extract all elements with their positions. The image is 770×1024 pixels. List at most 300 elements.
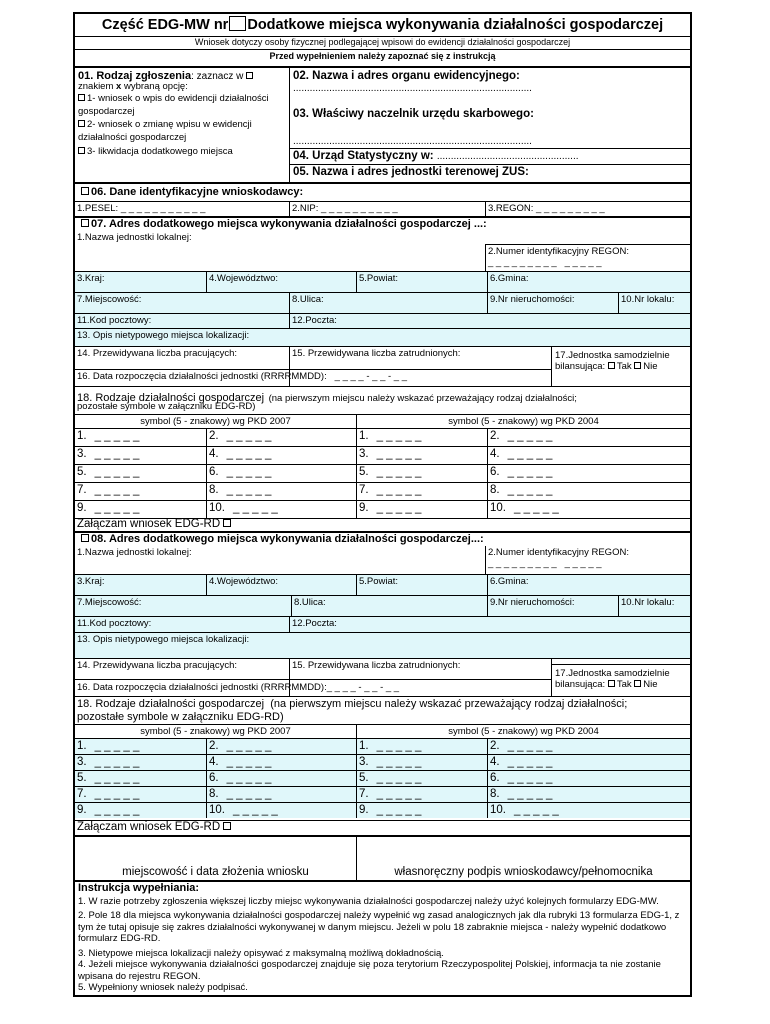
s07-miejsc-field[interactable] (75, 293, 289, 313)
s07-pkd-header (75, 414, 690, 428)
pkd-number: 10. (209, 502, 225, 514)
s07-woj-label: 4.Województwo: (209, 273, 278, 284)
s04-row (293, 150, 579, 162)
s07-ulica-label: 8.Ulica: (292, 294, 324, 305)
s01-hint2: znakiem (78, 81, 114, 92)
s08-opis-field[interactable] (75, 633, 690, 658)
s08-zatr-field[interactable] (290, 659, 551, 681)
s02-input[interactable]: ...................................................................................... (293, 83, 532, 94)
pkd-blanks: _ _ _ _ _ (226, 484, 272, 496)
pkd-blanks: _ _ _ _ _ (376, 788, 422, 800)
s07-date-field[interactable] (77, 371, 407, 382)
pkd-number: 9. (77, 502, 87, 514)
s07-rodz-note: (na pierwszym miejscu należy wskazać przeważający rodzaj działalności; (268, 393, 577, 404)
s08-rodz-note: (na pierwszym miejscu należy wskazać przeważający rodzaj działalności; (270, 698, 628, 710)
pkd-blanks: _ _ _ _ _ (507, 484, 553, 496)
pkd-number: 3. (77, 448, 87, 460)
s07-regon-field[interactable] (485, 231, 690, 271)
s07-opis-row (75, 328, 690, 346)
s07-date-label: 16. Data rozpoczęcia działalności jednostki (RRRRMMDD): (77, 371, 327, 382)
pkd-number: 5. (77, 772, 87, 784)
s02-title: 02. Nazwa i adres organu ewidencyjnego: (293, 70, 520, 82)
instructions-title: Instrukcja wypełniania: (78, 882, 200, 894)
s08-pkd-cell[interactable] (206, 739, 356, 754)
s08-pkd-row (75, 786, 690, 802)
s07-zatr-field[interactable] (290, 347, 551, 371)
s08-zalacz-row (75, 820, 690, 835)
s03-input[interactable]: ...................................................................................... (293, 136, 532, 147)
s01-title: 01. Rodzaj zgłoszenia (78, 70, 192, 82)
s08-workers-row (75, 658, 690, 696)
s08-miejsc-field[interactable] (75, 596, 291, 616)
s07-pkd-cell[interactable] (206, 501, 356, 518)
s08-kod-label: 11.Kod pocztowy: (77, 618, 152, 629)
title-main: Dodatkowe miejsca wykonywania działalności gospodarczej (247, 16, 664, 33)
pkd-blanks: _ _ _ _ _ (514, 804, 559, 816)
s06-checkbox[interactable] (81, 187, 89, 195)
s08-date-divider (75, 679, 551, 680)
pkd-blanks: _ _ _ _ _ (376, 756, 422, 768)
s07-nrlok-label: 10.Nr lokalu: (621, 294, 675, 305)
form-number-box[interactable] (229, 16, 246, 31)
s07-regon-blanks: _ _ _ _ _ _ _ _ _ _ _ _ _ _ (488, 257, 602, 268)
s08-poczta-field[interactable] (289, 617, 690, 632)
pkd-number: 6. (209, 772, 219, 784)
s07-pkd-cell[interactable] (75, 429, 206, 446)
s08-opis-label: 13. Opis nietypowego miejsca lokalizacji: (77, 634, 250, 645)
instruction-item: 3. Nietypowe miejsca lokalizacji należy opisywać z maksymalną możliwą dokładnością. (78, 947, 444, 959)
pkd-number: 6. (490, 772, 500, 784)
s07-pkd-cell[interactable] (356, 447, 487, 464)
s07-checkbox[interactable] (81, 219, 89, 227)
s08-pkd-row (75, 738, 690, 754)
s08-pkd-cell[interactable] (487, 755, 690, 770)
pkd-number: 2. (490, 430, 500, 442)
s04-input[interactable]: ................................................... (436, 151, 579, 162)
s03-title: 03. Właściwy naczelnik urzędu skarbowego: (293, 108, 534, 120)
s08-zalacz-checkbox[interactable] (223, 822, 231, 830)
s07-tak-checkbox[interactable] (608, 362, 615, 369)
s07-name-row (75, 231, 690, 271)
s07-ulica-field[interactable] (289, 293, 487, 313)
pkd-blanks: _ _ _ _ _ (94, 502, 140, 514)
s08-addr-row2 (75, 595, 690, 616)
pkd-blanks: _ _ _ _ _ (94, 430, 140, 442)
section-01 (75, 68, 289, 182)
s07-zalacz-checkbox[interactable] (223, 519, 231, 527)
pkd-number: 8. (490, 788, 500, 800)
pkd-number: 8. (209, 788, 219, 800)
pkd-blanks: _ _ _ _ _ (507, 740, 553, 752)
s06-title: 06. Dane identyfikacyjne wnioskodawcy: (91, 186, 304, 198)
s01-hint-x: x (116, 81, 122, 92)
s07-name-label: 1.Nazwa jednostki lokalnej: (77, 232, 192, 243)
s08-date-blanks: _ _ _ _ - _ _ - _ _ (326, 682, 400, 693)
s08-checkbox[interactable] (81, 534, 89, 542)
s07-prac-field[interactable] (75, 347, 289, 371)
s08-pkd-cell[interactable] (356, 739, 487, 754)
place-date-field[interactable] (75, 837, 356, 880)
s08-woj-field[interactable] (206, 575, 356, 595)
s08-rodz-title: 18. Rodzaje działalności gospodarczej (77, 698, 265, 710)
s07-opis-field[interactable] (75, 329, 690, 346)
s07-jedn-label2: bilansująca: (555, 361, 606, 372)
s07-pkd-row (75, 446, 690, 464)
nip-field[interactable] (289, 202, 485, 216)
s07-pkd-cell[interactable] (75, 465, 206, 482)
s07-pkd-row (75, 482, 690, 500)
s08-date-field[interactable] (77, 682, 399, 693)
s08-kod-field[interactable] (75, 617, 289, 632)
pkd-number: 8. (490, 484, 500, 496)
s08-woj-label: 4.Województwo: (209, 576, 278, 587)
pkd-number: 4. (209, 756, 219, 768)
s07-woj-field[interactable] (206, 272, 356, 292)
opt3-label: 3- likwidacja dodatkowego miejsca (87, 146, 233, 157)
pkd-blanks: _ _ _ _ _ (226, 772, 272, 784)
s08-pkd-cell[interactable] (356, 771, 487, 786)
s08-jedn-field (551, 659, 690, 696)
pkd-number: 3. (359, 448, 369, 460)
s08-rodz-line1 (77, 698, 627, 710)
pkd-blanks: _ _ _ _ _ (233, 804, 278, 816)
s07-pkd-cell[interactable] (75, 447, 206, 464)
opt1-checkbox[interactable] (78, 94, 85, 101)
instruction-item: 4. Jeżeli miejsce wykonywania działalności gospodarczej znajduje się poza terytorium Rzeczypospolitej Polskiej, informacja ta nie zostanie wpisana do rejestru REGON. (78, 959, 661, 982)
opt2-label: 2- wniosek o zmianę wpisu w ewidencji (87, 119, 252, 130)
pkd-number: 3. (77, 756, 87, 768)
s01-hint: : zaznacz w (191, 71, 244, 82)
s07-nrnier-field[interactable] (487, 293, 618, 313)
pkd-number: 2. (209, 740, 219, 752)
s08-pkd-cell[interactable] (356, 803, 487, 818)
pkd-number: 2. (490, 740, 500, 752)
pkd-blanks: _ _ _ _ _ (226, 430, 272, 442)
pkd-number: 5. (359, 772, 369, 784)
pkd-blanks: _ _ _ _ _ (376, 448, 422, 460)
s07-powiat-label: 5.Powiat: (359, 273, 399, 284)
s08-pkd-cell[interactable] (487, 803, 690, 818)
pkd-blanks: _ _ _ _ _ (94, 484, 140, 496)
s07-regon-label: 2.Numer identyfikacyjny REGON: (488, 246, 629, 257)
title-prefix: Część EDG-MW nr (101, 16, 229, 33)
s08-name-row (75, 546, 690, 574)
pkd-number: 4. (490, 756, 500, 768)
s07-addr-row1 (75, 271, 690, 292)
s07-opis-label: 13. Opis nietypowego miejsca lokalizacji: (77, 330, 250, 341)
sections-01-05 (75, 66, 690, 182)
signature-label: własnoręczny podpis wnioskodawcy/pełnomocnika (394, 866, 653, 878)
pkd-blanks: _ _ _ _ _ (507, 448, 553, 460)
pesel-blanks: _ _ _ _ _ _ _ _ _ _ _ (120, 203, 206, 214)
pkd-blanks: _ _ _ _ _ (376, 772, 422, 784)
s07-date-blanks: _ _ _ _ - _ _ - _ _ (334, 371, 408, 382)
s07-jedn-field (551, 347, 690, 386)
opt1-label-cont: gospodarczej (78, 106, 135, 117)
s07-pkd-cell[interactable] (206, 429, 356, 446)
s08-pkd-row (75, 802, 690, 818)
s08-gmina-field[interactable] (487, 575, 690, 595)
s08-nrnier-field[interactable] (487, 596, 618, 616)
s07-pkd-grid (75, 428, 690, 518)
s07-poczta-label: 12.Poczta: (292, 315, 337, 326)
s08-prac-label: 14. Przewidywana liczba pracujących: (77, 660, 237, 671)
pkd-number: 7. (359, 484, 369, 496)
instructions (75, 880, 690, 997)
s08-tak-checkbox[interactable] (608, 680, 615, 687)
s08-poczta-label: 12.Poczta: (292, 618, 337, 629)
instruction-item: 5. Wypełniony wniosek należy podpisać. (78, 982, 248, 993)
s07-pkd-cell[interactable] (206, 447, 356, 464)
place-date-label: miejscowość i data złożenia wniosku (122, 866, 309, 878)
s08-zalacz (77, 821, 233, 833)
s07-pkd-cell[interactable] (75, 483, 206, 500)
s08-addr-row3 (75, 616, 690, 632)
pkd-number: 1. (77, 740, 87, 752)
s07-pkd-cell[interactable] (487, 429, 690, 446)
s08-pkd-cell[interactable] (75, 755, 206, 770)
s05-divider (290, 164, 690, 165)
s07-header (75, 216, 690, 231)
s07-pkd-row (75, 500, 690, 518)
instruction-item: 1. W razie potrzeby zgłoszenia większej liczby miejsc wykonywania działalności gospodarczej należy użyć kolejnych formularzy EDG-MW. (78, 895, 659, 907)
s08-pkd-header (75, 724, 690, 738)
s08-pkd-cell[interactable] (487, 739, 690, 754)
s07-zalacz-row (75, 518, 690, 531)
s01-hint3: wybraną opcję: (123, 81, 188, 92)
pkd-number: 7. (77, 788, 87, 800)
instruction-item: 2. Pole 18 dla miejsca wykonywania działalności gospodarczej należy wypełnić wg zasad analogicznych jak dla rubryki 13 formularza EDG-1, z tym że tutaj opisuje się zakres działalności wykonywanej w danym miejscu. Jeżeli w polu 18 zabraknie miejsca - należy wypełnić dodatkowo formularz EDG-RD. (78, 910, 680, 944)
notice-row (75, 49, 690, 63)
pkd-blanks: _ _ _ _ _ (376, 502, 422, 514)
s07-kod-field[interactable] (75, 314, 289, 328)
s07-gmina-field[interactable] (487, 272, 690, 292)
s08-opis-row (75, 632, 690, 658)
s07-jedn-label: 17.Jednostka samodzielnie (555, 350, 670, 361)
s07-zalacz (77, 518, 233, 530)
pkd-blanks: _ _ _ _ _ (514, 502, 559, 514)
s07-regon-box (485, 244, 690, 271)
pkd-number: 10. (490, 502, 506, 514)
pkd-blanks: _ _ _ _ _ (226, 466, 272, 478)
s08-kraj-label: 3.Kraj: (77, 576, 105, 587)
pkd-blanks: _ _ _ _ _ (376, 740, 422, 752)
s07-pkd-cell[interactable] (356, 483, 487, 500)
s07-rodz-header (75, 386, 690, 414)
s08-header (75, 531, 690, 546)
s08-powiat-field[interactable] (356, 575, 487, 595)
s07-nie-checkbox[interactable] (634, 362, 641, 369)
s07-pkd-cell[interactable] (487, 447, 690, 464)
s07-workers-row (75, 346, 690, 386)
s08-pkd-cell[interactable] (356, 787, 487, 802)
pkd-blanks: _ _ _ _ _ (226, 788, 272, 800)
s07-pkd-cell[interactable] (356, 501, 487, 518)
s07-addr-row2 (75, 292, 690, 313)
s07-title-tail: ...: (473, 218, 487, 230)
opt2-checkbox[interactable] (78, 120, 85, 127)
s08-pkd-cell[interactable] (75, 803, 206, 818)
pkd-number: 7. (359, 788, 369, 800)
pkd-blanks: _ _ _ _ _ (226, 740, 272, 752)
pkd-number: 4. (490, 448, 500, 460)
s08-pkd-cell[interactable] (75, 771, 206, 786)
s08-prac-field[interactable] (75, 659, 289, 681)
nip-blanks: _ _ _ _ _ _ _ _ _ _ (321, 203, 398, 214)
pkd-number: 7. (77, 484, 87, 496)
s08-gmina-label: 6.Gmina: (490, 576, 529, 587)
s08-ulica-field[interactable] (291, 596, 487, 616)
s07-zalacz-label: Załączam wniosek EDG-RD (77, 518, 221, 530)
pesel-field[interactable] (75, 202, 289, 216)
s07-miejsc-label: 7.Miejscowość: (77, 294, 142, 305)
s07-title: 07. Adres dodatkowego miejsca wykonywania działalności gospodarczej (91, 218, 471, 230)
s07-tak-label: Tak (616, 361, 632, 372)
s08-name-field[interactable] (75, 546, 485, 574)
signature-row (75, 835, 690, 880)
s08-pkd-cell[interactable] (206, 771, 356, 786)
s08-pkd2004-label: symbol (5 - znakowy) wg PKD 2004 (356, 725, 690, 738)
s08-pkd-cell[interactable] (206, 755, 356, 770)
s07-zatr-label: 15. Przewidywana liczba zatrudnionych: (292, 348, 461, 359)
pkd-blanks: _ _ _ _ _ (507, 466, 553, 478)
s08-powiat-label: 5.Powiat: (359, 576, 399, 587)
s04-title: 04. Urząd Statystyczny w: (293, 150, 434, 162)
pkd-number: 4. (209, 448, 219, 460)
pkd-number: 10. (490, 804, 506, 816)
pkd-number: 5. (359, 466, 369, 478)
s07-nie-label: Nie (643, 361, 658, 372)
form-notice: Przed wypełnieniem należy zapoznać się z instrukcją (269, 51, 496, 61)
s07-pkd-cell[interactable] (487, 465, 690, 482)
subtitle-row (75, 36, 690, 49)
pkd-number: 9. (359, 804, 369, 816)
s08-nrlok-label: 10.Nr lokalu: (621, 597, 675, 608)
pkd-number: 9. (77, 804, 87, 816)
s08-addr-row1 (75, 574, 690, 595)
form-subtitle: Wniosek dotyczy osoby fizycznej podlegającej wpisowi do ewidencji działalności gospodarczej (194, 37, 571, 47)
s07-pkd2007-label: symbol (5 - znakowy) wg PKD 2007 (140, 416, 291, 427)
s08-pkd-cell[interactable] (206, 803, 356, 818)
s08-ulica-label: 8.Ulica: (294, 597, 326, 608)
s08-title-wrap (81, 533, 484, 545)
s08-zatr-label: 15. Przewidywana liczba zatrudnionych: (292, 660, 461, 671)
s08-pkd2007-label: symbol (5 - znakowy) wg PKD 2007 (140, 726, 291, 737)
regon-field[interactable] (485, 202, 690, 216)
pkd-blanks: _ _ _ _ _ (94, 740, 140, 752)
s08-regon-blanks: _ _ _ _ _ _ _ _ _ _ _ _ _ _ (488, 558, 602, 569)
pkd-number: 9. (359, 502, 369, 514)
opt3-checkbox[interactable] (78, 147, 85, 154)
s08-nrnier-label: 9.Nr nieruchomości: (490, 597, 575, 608)
s07-poczta-field[interactable] (289, 314, 690, 328)
pkd-blanks: _ _ _ _ _ (507, 788, 553, 800)
s08-miejsc-label: 7.Miejscowość: (77, 597, 142, 608)
s08-jedn-label2: bilansująca: (555, 679, 606, 690)
s08-regon-field[interactable] (485, 546, 690, 574)
pkd-blanks: _ _ _ _ _ (94, 756, 140, 768)
pkd-number: 1. (359, 430, 369, 442)
s08-pkd-cell[interactable] (487, 771, 690, 786)
s05-title: 05. Nazwa i adres jednostki terenowej ZUS: (293, 166, 529, 178)
pkd-blanks: _ _ _ _ _ (94, 804, 140, 816)
pkd-blanks: _ _ _ _ _ (226, 448, 272, 460)
s07-rodz-note2: pozostałe symbole w załączniku EDG-RD) (77, 401, 256, 412)
pkd-blanks: _ _ _ _ _ (376, 484, 422, 496)
signature-field[interactable] (356, 837, 690, 880)
s07-pkd-row (75, 428, 690, 446)
pkd-number: 6. (209, 466, 219, 478)
s08-zalacz-label: Załączam wniosek EDG-RD (77, 821, 221, 833)
s07-powiat-field[interactable] (356, 272, 487, 292)
pkd-number: 2. (209, 430, 219, 442)
s08-pkd-cell[interactable] (75, 787, 206, 802)
pkd-number: 8. (209, 484, 219, 496)
pesel-label: 1.PESEL: (77, 203, 119, 214)
s08-title-tail: ...: (470, 533, 484, 545)
s06-fields (75, 201, 690, 216)
s07-kod-label: 11.Kod pocztowy: (77, 315, 152, 326)
pkd-blanks: _ _ _ _ _ (94, 788, 140, 800)
s06-header (75, 182, 690, 201)
s08-pkd-cell[interactable] (206, 787, 356, 802)
s07-rodz-title: 18. Rodzaje działalności gospodarczej (77, 392, 265, 404)
s08-date-label: 16. Data rozpoczęcia działalności jednostki (RRRRMMDD): (77, 682, 327, 693)
s08-jedn-label: 17.Jednostka samodzielnie (555, 668, 670, 679)
s07-pkd-cell[interactable] (356, 429, 487, 446)
opt1-label: 1- wniosek o wpis do ewidencji działalności (87, 93, 269, 104)
s08-name-label: 1.Nazwa jednostki lokalnej: (77, 547, 192, 558)
s08-jedn-divider (552, 664, 690, 665)
s07-kraj-field[interactable] (75, 272, 206, 292)
s08-nie-checkbox[interactable] (634, 680, 641, 687)
s08-title: 08. Adres dodatkowego miejsca wykonywania działalności gospodarczej (91, 533, 471, 545)
form-title (75, 16, 690, 34)
s07-prac-label: 14. Przewidywana liczba pracujących: (77, 348, 237, 359)
edg-mw-form (73, 12, 692, 997)
s08-pkd-cell[interactable] (487, 787, 690, 802)
nip-label: 2.NIP: (292, 203, 319, 214)
s08-pkd-grid (75, 738, 690, 820)
s07-pkd-cell[interactable] (206, 465, 356, 482)
s08-kraj-field[interactable] (75, 575, 206, 595)
s08-rodz-header (75, 696, 690, 724)
pkd-number: 6. (490, 466, 500, 478)
s07-nrlok-field[interactable] (618, 293, 690, 313)
s07-pkd-cell[interactable] (487, 501, 690, 518)
pkd-blanks: _ _ _ _ _ (94, 466, 140, 478)
s07-pkd-cell[interactable] (356, 465, 487, 482)
s07-pkd-cell[interactable] (75, 501, 206, 518)
s08-nie-label: Nie (643, 679, 658, 690)
s07-addr-row3 (75, 313, 690, 328)
s08-nrlok-field[interactable] (618, 596, 690, 616)
s07-kraj-label: 3.Kraj: (77, 273, 105, 284)
s08-pkd-cell[interactable] (75, 739, 206, 754)
s07-pkd-cell[interactable] (487, 483, 690, 500)
s06-title-wrap (81, 186, 303, 198)
pkd-number: 1. (77, 430, 87, 442)
s08-pkd-cell[interactable] (356, 755, 487, 770)
s07-pkd2004-label: symbol (5 - znakowy) wg PKD 2004 (356, 415, 690, 428)
s07-name-field[interactable] (75, 231, 485, 271)
s08-tak-label: Tak (616, 679, 632, 690)
s08-pkd-row (75, 770, 690, 786)
s07-date-divider (75, 369, 551, 370)
s08-pkd-row (75, 754, 690, 770)
pkd-number: 1. (359, 740, 369, 752)
s07-pkd-cell[interactable] (206, 483, 356, 500)
